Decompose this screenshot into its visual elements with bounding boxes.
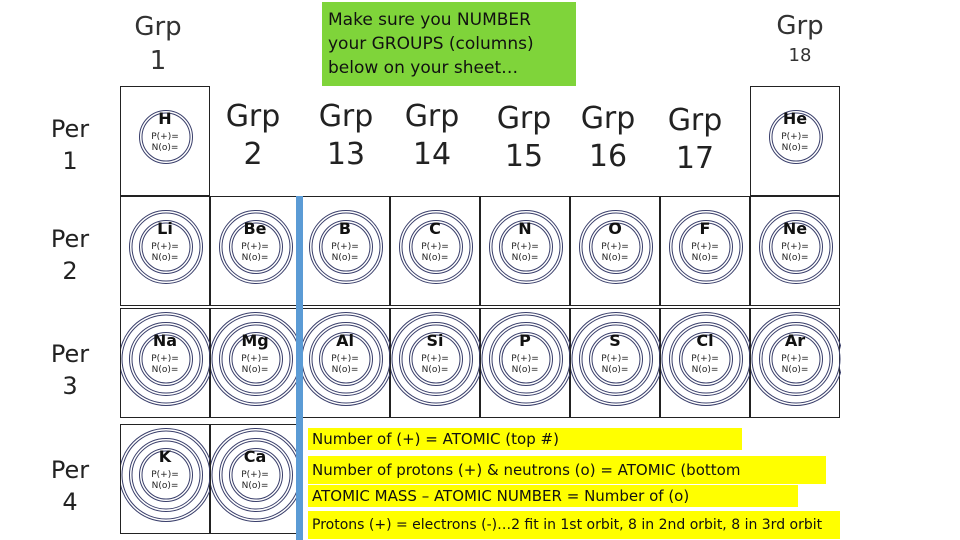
neutron-field: N(o)= (781, 365, 809, 375)
element-symbol: He (782, 109, 808, 128)
element-cell-he (750, 86, 840, 196)
element-cell-mg (210, 308, 300, 418)
element-symbol: Ca (243, 447, 267, 466)
proton-field: P(+)= (151, 470, 179, 480)
proton-field: P(+)= (241, 470, 269, 480)
element-symbol: Be (243, 219, 267, 238)
neutron-field: N(o)= (781, 253, 809, 263)
proton-field: P(+)= (781, 242, 809, 252)
element-cell-b (300, 196, 390, 306)
element-symbol: Si (426, 331, 444, 350)
neutron-field: N(o)= (331, 253, 359, 263)
neutron-field: N(o)= (331, 365, 359, 375)
neutron-field: N(o)= (781, 143, 809, 153)
neutron-field: N(o)= (241, 365, 269, 375)
neutron-field: N(o)= (601, 253, 629, 263)
neutron-line: ATOMIC MASS – ATOMIC NUMBER = Number of (o) (308, 485, 798, 507)
proton-neutron-fields (121, 242, 209, 264)
element-symbol: Ar (784, 331, 806, 350)
proton-field: P(+)= (421, 242, 449, 252)
proton-neutron-fields (301, 354, 389, 376)
element-symbol: B (338, 219, 352, 238)
proton-neutron-fields (211, 354, 299, 376)
proton-neutron-fields (301, 242, 389, 264)
element-cell-f (660, 196, 750, 306)
neutron-field: N(o)= (691, 365, 719, 375)
proton-field: P(+)= (601, 242, 629, 252)
neutron-field: N(o)= (691, 253, 719, 263)
proton-field: P(+)= (151, 354, 179, 364)
proton-neutron-fields (751, 354, 839, 376)
proton-neutron-fields (391, 242, 479, 264)
element-symbol: N (518, 219, 532, 238)
period-1-label: Per 1 (50, 115, 90, 175)
period-3-label: Per 3 (50, 340, 90, 400)
proton-field: P(+)= (421, 354, 449, 364)
element-symbol: Li (157, 219, 173, 238)
proton-field: P(+)= (511, 242, 539, 252)
element-symbol: K (158, 447, 172, 466)
element-cell-si (390, 308, 480, 418)
proton-field: P(+)= (781, 354, 809, 364)
proton-field: P(+)= (241, 242, 269, 252)
neutron-field: N(o)= (241, 253, 269, 263)
atomic-mass-line: Number of protons (+) & neutrons (o) = ATOMIC (bottom (308, 456, 826, 484)
proton-neutron-fields (751, 132, 839, 154)
element-cell-li (120, 196, 210, 306)
group-16-label: Grp 16 (580, 101, 636, 174)
element-cell-ca (210, 424, 300, 534)
proton-neutron-fields (661, 354, 749, 376)
divider-line (296, 196, 303, 540)
element-symbol: Ne (782, 219, 808, 238)
element-symbol: S (609, 331, 621, 350)
proton-field: P(+)= (151, 132, 179, 142)
element-cell-c (390, 196, 480, 306)
electron-line: Protons (+) = electrons (-)…2 fit in 1st orbit, 8 in 2nd orbit, 8 in 3rd orbit (308, 511, 840, 539)
element-symbol: O (608, 219, 622, 238)
element-symbol: Mg (241, 331, 269, 350)
element-symbol: Cl (696, 331, 714, 350)
group-13-label: Grp 13 (318, 99, 374, 172)
neutron-field: N(o)= (421, 253, 449, 263)
proton-neutron-fields (481, 242, 569, 264)
period-4-label: Per 4 (50, 456, 90, 516)
neutron-field: N(o)= (151, 143, 179, 153)
proton-neutron-fields (121, 470, 209, 492)
proton-field: P(+)= (691, 354, 719, 364)
proton-field: P(+)= (691, 242, 719, 252)
proton-neutron-fields (211, 242, 299, 264)
element-cell-na (120, 308, 210, 418)
neutron-field: N(o)= (601, 365, 629, 375)
element-symbol: P (519, 331, 531, 350)
atomic-number-line: Number of (+) = ATOMIC (top #) (308, 428, 742, 450)
element-cell-s (570, 308, 660, 418)
group-15-label: Grp 15 (496, 101, 552, 174)
proton-field: P(+)= (601, 354, 629, 364)
proton-neutron-fields (121, 354, 209, 376)
proton-neutron-fields (211, 470, 299, 492)
proton-neutron-fields (751, 242, 839, 264)
element-cell-p (480, 308, 570, 418)
group-2-label: Grp 2 (225, 99, 281, 172)
proton-neutron-fields (571, 354, 659, 376)
neutron-field: N(o)= (151, 253, 179, 263)
element-cell-al (300, 308, 390, 418)
element-cell-ar (750, 308, 840, 418)
element-cell-be (210, 196, 300, 306)
proton-field: P(+)= (151, 242, 179, 252)
proton-field: P(+)= (331, 242, 359, 252)
element-symbol: Al (336, 331, 354, 350)
element-cell-h (120, 86, 210, 196)
element-cell-k (120, 424, 210, 534)
proton-field: P(+)= (511, 354, 539, 364)
neutron-field: N(o)= (421, 365, 449, 375)
element-cell-cl (660, 308, 750, 418)
element-cell-n (480, 196, 570, 306)
group-1-label: Grp 1 (134, 12, 182, 76)
proton-neutron-fields (481, 354, 569, 376)
element-symbol: Na (152, 331, 178, 350)
neutron-field: N(o)= (511, 253, 539, 263)
element-symbol: C (429, 219, 441, 238)
instruction-note: Make sure you NUMBER your GROUPS (columns) below on your sheet… (322, 2, 576, 86)
neutron-field: N(o)= (151, 365, 179, 375)
neutron-field: N(o)= (511, 365, 539, 375)
group-18-label: Grp 18 (776, 11, 824, 66)
neutron-field: N(o)= (151, 481, 179, 491)
proton-field: P(+)= (331, 354, 359, 364)
group-14-label: Grp 14 (404, 99, 460, 172)
period-2-label: Per 2 (50, 225, 90, 285)
element-symbol: H (158, 109, 172, 128)
proton-neutron-fields (391, 354, 479, 376)
proton-neutron-fields (571, 242, 659, 264)
neutron-field: N(o)= (241, 481, 269, 491)
element-symbol: F (699, 219, 711, 238)
group-17-label: Grp 17 (667, 103, 723, 176)
element-cell-o (570, 196, 660, 306)
proton-field: P(+)= (781, 132, 809, 142)
proton-field: P(+)= (241, 354, 269, 364)
proton-neutron-fields (661, 242, 749, 264)
element-cell-ne (750, 196, 840, 306)
proton-neutron-fields (121, 132, 209, 154)
